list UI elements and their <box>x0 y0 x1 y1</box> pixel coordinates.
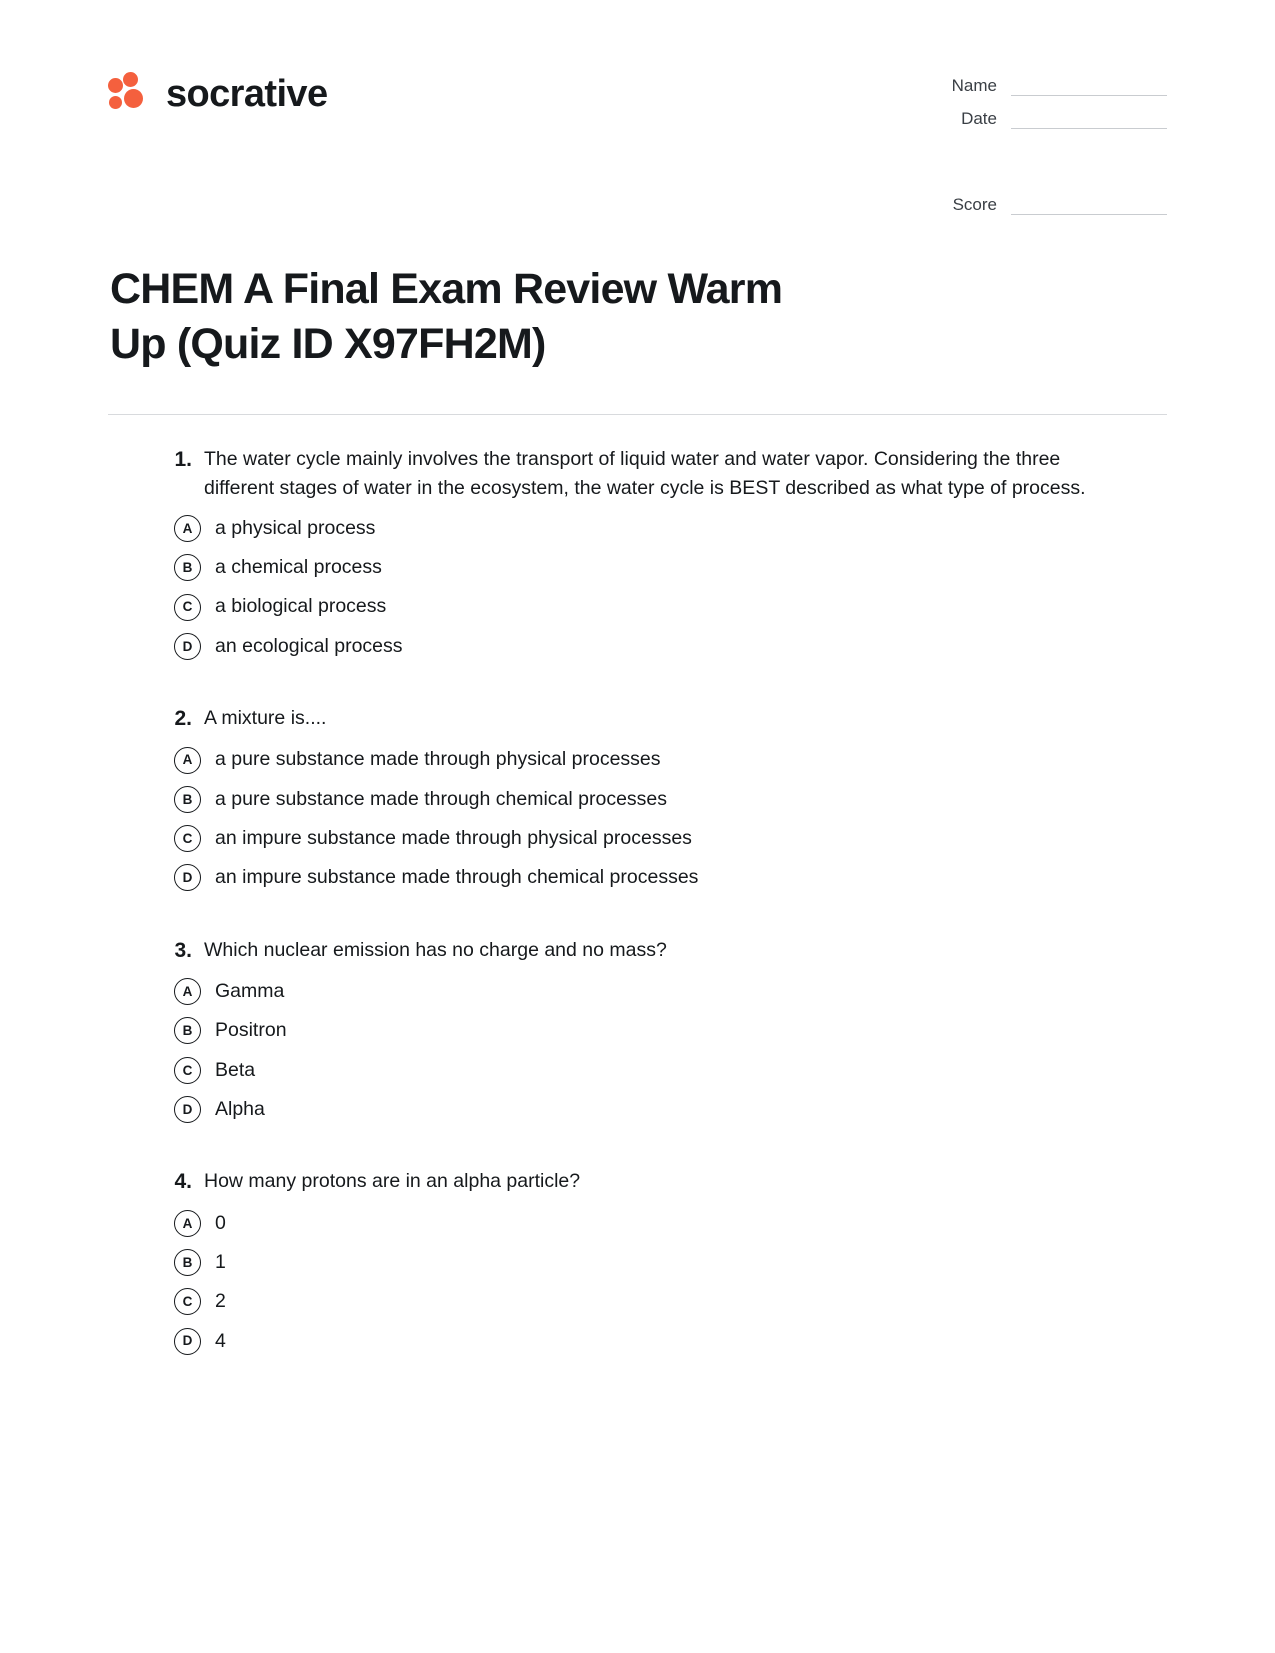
choice-option[interactable] <box>166 1057 1167 1084</box>
student-info-block <box>889 62 1167 228</box>
choice-label: a physical process <box>215 516 376 539</box>
choice-bubble[interactable]: C <box>174 594 201 621</box>
choice-label: an impure substance made through physical processes <box>215 827 692 849</box>
choice-option[interactable] <box>166 1328 1167 1355</box>
question-list <box>108 445 1167 1355</box>
choice-bubble[interactable]: C <box>174 1057 201 1084</box>
date-row <box>889 109 1167 129</box>
choice-option[interactable] <box>166 1017 1167 1044</box>
choice-bubble[interactable]: A <box>174 978 201 1005</box>
choice-option[interactable] <box>166 978 1167 1005</box>
choice-option[interactable] <box>166 825 1167 852</box>
name-row <box>889 76 1167 96</box>
choice-bubble[interactable]: D <box>174 633 201 660</box>
question-header <box>166 445 1167 503</box>
question-text: How many protons are in an alpha particle? <box>204 1170 581 1193</box>
choice-label: a biological process <box>215 595 387 618</box>
choice-label: a pure substance made through physical processes <box>215 748 661 771</box>
choice-option[interactable] <box>166 554 1167 581</box>
question-text: Which nuclear emission has no charge and no mass? <box>204 938 667 961</box>
question-number: 4. <box>174 1170 192 1194</box>
score-input-line[interactable] <box>1011 197 1167 215</box>
question-item <box>166 704 1167 892</box>
choice-bubble[interactable]: B <box>174 1249 201 1276</box>
page-header <box>108 62 1167 228</box>
choice-label: Beta <box>215 1058 256 1081</box>
choice-bubble[interactable]: D <box>174 1328 201 1355</box>
choice-list <box>166 978 1167 1123</box>
question-text: The water cycle mainly involves the transport of liquid water and water vapor. Considering the three different stages of water in the ecosystem, the water cycle is BEST described as what type of process. <box>204 448 1086 499</box>
choice-list <box>166 1210 1167 1355</box>
choice-bubble[interactable]: B <box>174 554 201 581</box>
page-title: CHEM A Final Exam Review Warm Up (Quiz ID X97FH2M) <box>110 265 783 369</box>
question-item <box>166 1167 1167 1355</box>
question-header <box>166 936 1167 966</box>
choice-bubble[interactable]: D <box>174 864 201 891</box>
choice-label: an impure substance made through chemical processes <box>215 866 699 889</box>
question-number: 2. <box>174 706 192 730</box>
name-input-line[interactable] <box>1011 78 1167 96</box>
name-label: Name <box>951 76 997 95</box>
header-divider <box>108 414 1167 415</box>
choice-bubble[interactable]: A <box>174 747 201 774</box>
choice-option[interactable] <box>166 1210 1167 1237</box>
score-label: Score <box>952 195 997 214</box>
date-label: Date <box>961 109 997 128</box>
choice-option[interactable] <box>166 1249 1167 1276</box>
choice-bubble[interactable]: B <box>174 1017 201 1044</box>
question-item <box>166 936 1167 1124</box>
choice-label: 1 <box>215 1250 226 1273</box>
choice-bubble[interactable]: D <box>174 1096 201 1123</box>
choice-label: a pure substance made through chemical processes <box>215 787 668 810</box>
date-input-line[interactable] <box>1011 111 1167 129</box>
choice-label: 4 <box>215 1329 226 1352</box>
question-header <box>166 1167 1167 1197</box>
question-header <box>166 704 1167 734</box>
socrative-logo <box>108 62 327 116</box>
socrative-dots-logo-icon <box>108 72 152 116</box>
choice-option[interactable] <box>166 1288 1167 1315</box>
choice-list <box>166 746 1167 891</box>
choice-option[interactable] <box>166 633 1167 660</box>
choice-label: a chemical process <box>215 556 382 579</box>
choice-option[interactable] <box>166 593 1167 620</box>
choice-label: Gamma <box>215 980 285 1003</box>
choice-option[interactable] <box>166 1096 1167 1123</box>
question-number: 3. <box>174 938 192 962</box>
choice-list <box>166 515 1167 660</box>
choice-bubble[interactable]: B <box>174 786 201 813</box>
question-number: 1. <box>174 448 192 472</box>
choice-bubble[interactable]: C <box>174 825 201 852</box>
choice-option[interactable] <box>166 864 1167 891</box>
choice-option[interactable] <box>166 515 1167 542</box>
question-text: A mixture is.... <box>204 706 327 729</box>
question-item <box>166 445 1167 660</box>
score-row <box>889 195 1167 215</box>
choice-option[interactable] <box>166 786 1167 813</box>
choice-label: 2 <box>215 1290 226 1313</box>
choice-bubble[interactable]: A <box>174 515 201 542</box>
brand-name: socrative <box>166 73 328 115</box>
choice-label: an ecological process <box>215 634 403 657</box>
choice-label: Positron <box>215 1019 287 1042</box>
choice-bubble[interactable]: A <box>174 1210 201 1237</box>
choice-label: 0 <box>215 1211 226 1234</box>
choice-bubble[interactable]: C <box>174 1288 201 1315</box>
choice-label: Alpha <box>215 1097 265 1120</box>
choice-option[interactable] <box>166 746 1167 773</box>
